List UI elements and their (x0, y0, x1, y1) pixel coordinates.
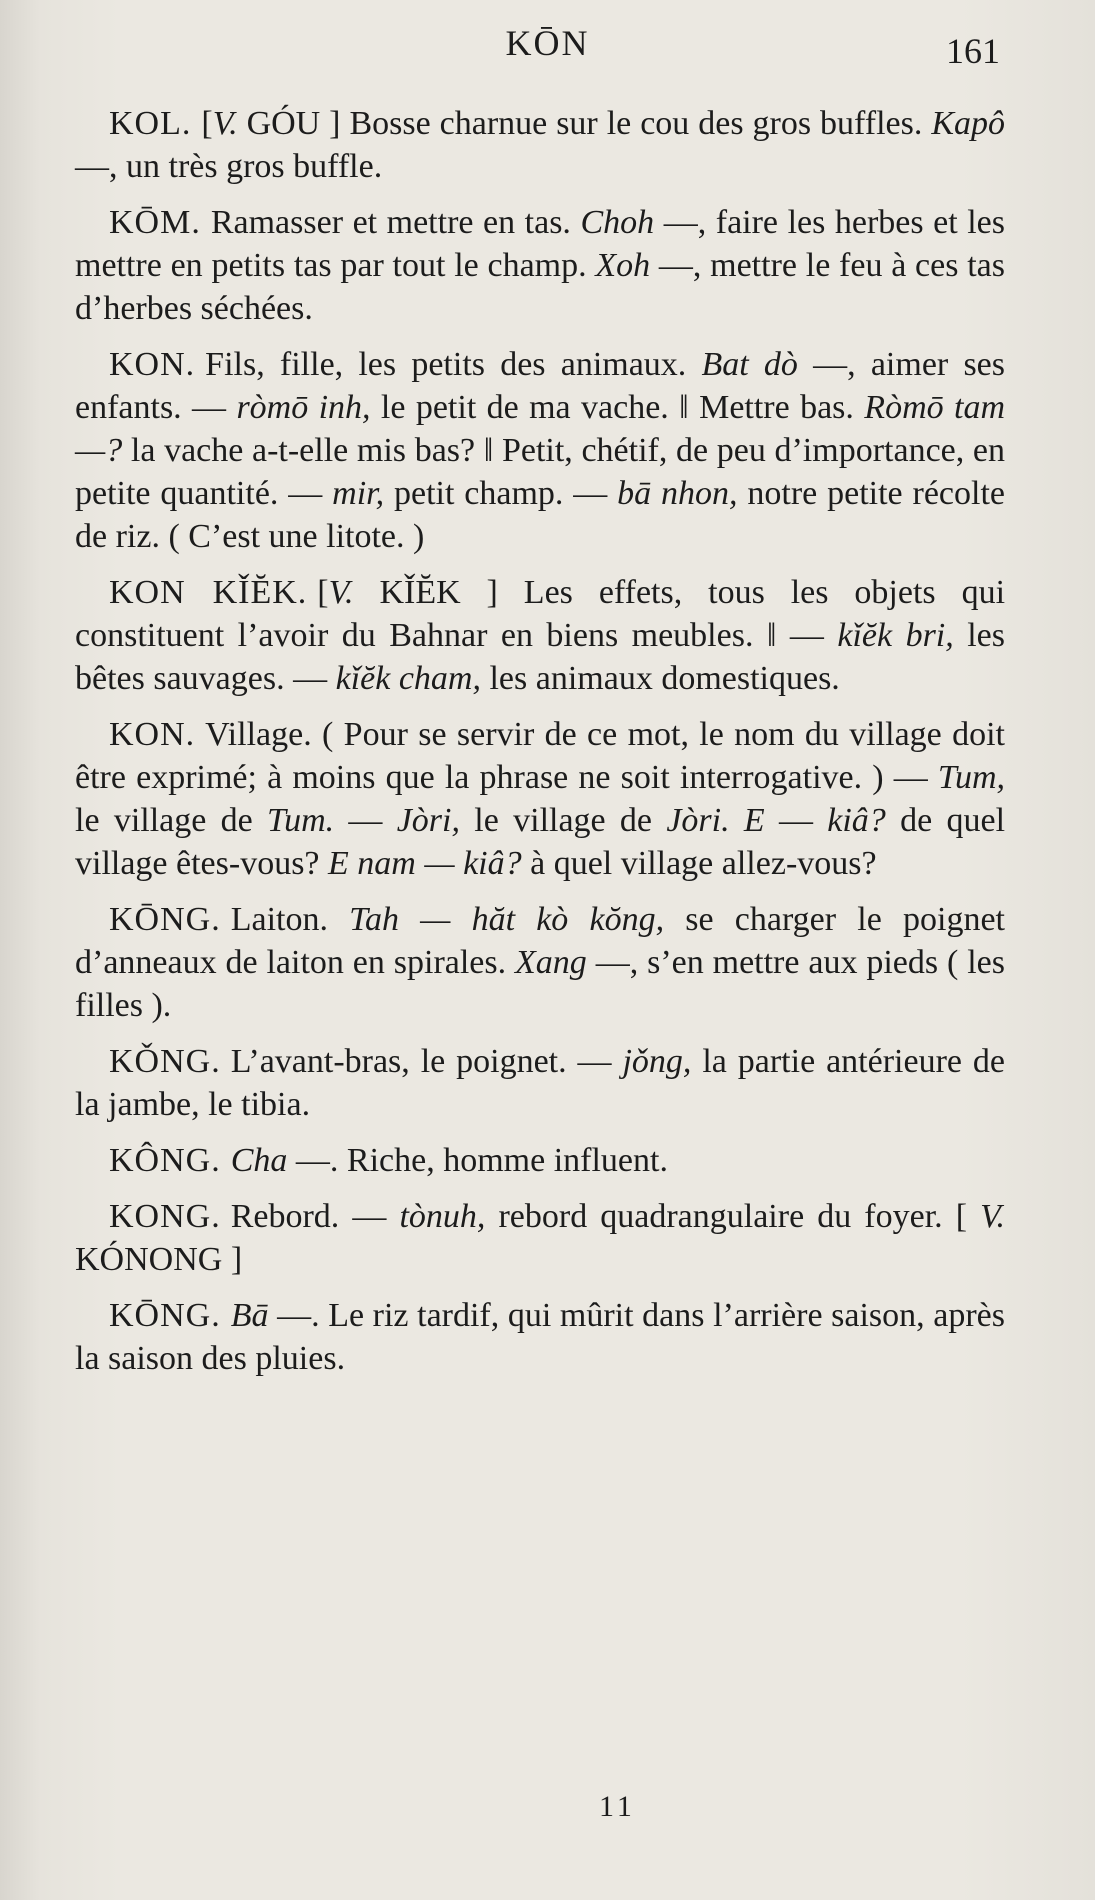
entry-definition-text: se charger le poignet d’anneaux de laiton en spirales. (75, 901, 1005, 981)
entry-example-italic: Choh (580, 204, 655, 241)
entry-example-italic: V. (980, 1198, 1006, 1235)
entry-headword: KǑNG. (109, 1043, 221, 1080)
entry-definition-text: le petit de ma vache. ‖ Mettre bas. (370, 389, 865, 426)
entry-definition-text: notre petite récolte de riz. ( C’est une litote. ) (75, 475, 1006, 555)
entry-definition-text: —, un très gros buffle. (75, 148, 383, 185)
entry-example-italic: Jòri, (396, 802, 460, 839)
entry-definition-text: rebord quadrangulaire du foyer. [ (485, 1198, 981, 1235)
entry-example-italic: Kapô (931, 105, 1005, 142)
entry-example-italic: Jòri. E (666, 802, 765, 839)
entry-example-italic: Bat dò (701, 346, 798, 383)
dictionary-entry (75, 898, 1005, 1027)
entry-example-italic: E nam — kiâ? (328, 845, 522, 882)
entry-definition-text: Ramasser et mettre en tas. (210, 204, 581, 241)
entry-example-italic: Ròmō tam —? (75, 389, 1005, 469)
entry-definition-text: —, s’en mettre aux pieds ( les filles ). (75, 944, 1005, 1024)
entry-example-italic: Tum. (267, 802, 335, 839)
entry-definition-text: L’avant-bras, le poignet. — (230, 1043, 623, 1080)
entry-headword: KŌM. (109, 204, 201, 241)
entry-definition-text: Fils, fille, les petits des animaux. (205, 346, 702, 383)
entry-example-italic: Tah — hăt kò kŏng, (349, 901, 665, 938)
entry-definition-text: —. Riche, homme influent. (287, 1142, 668, 1179)
running-head: KŌN (505, 23, 590, 63)
dictionary-entry (75, 571, 1005, 700)
entry-definition-text: petit champ. — (384, 475, 618, 512)
entry-definition-text: GÓU ] Bosse charnue sur le cou des gros buffles. (237, 105, 932, 142)
signature-mark: 11 (599, 1790, 636, 1823)
entries-list (75, 102, 1005, 1393)
entry-example-italic: kǐĕk cham, (335, 660, 481, 697)
entry-example-italic: jǒng, (622, 1043, 692, 1080)
entry-headword: KON. (109, 716, 196, 753)
entry-definition-text: KǏĔK ] Les effets, tous les objets qui constituent l’avoir du Bahnar en biens meubles. ‖ — (75, 574, 1006, 654)
dictionary-entry (75, 102, 1005, 188)
entry-definition-text: les bêtes sauvages. — (75, 617, 1005, 697)
entry-definition-text: [ (317, 574, 329, 611)
entry-headword: KÔNG. (109, 1142, 221, 1179)
dictionary-entry (75, 343, 1005, 558)
entry-definition-text: — (764, 802, 828, 839)
entry-example-italic: Xoh (595, 247, 651, 284)
dictionary-entry (75, 713, 1005, 885)
entry-example-italic: Xang (515, 944, 587, 981)
entry-definition-text: —, faire les herbes et les mettre en petits tas par tout le champ. (75, 204, 1006, 284)
page-number: 161 (946, 31, 1000, 71)
dictionary-entry (75, 201, 1005, 330)
dictionary-entry (75, 1195, 1005, 1281)
entry-definition-text: la vache a-t-elle mis bas? ‖ Petit, chétif, de peu d’importance, en petite quantité. — (75, 432, 1005, 512)
entry-definition-text: —. Le riz tardif, qui mûrit dans l’arrière saison, après la saison des pluies. (75, 1297, 1005, 1377)
entry-definition-text: le village de (75, 802, 268, 839)
entry-definition-text: le village de (460, 802, 667, 839)
entry-example-italic: kǐĕk bri, (837, 617, 954, 654)
entry-example-italic: mir, (332, 475, 385, 512)
entry-definition-text: [ (201, 105, 213, 142)
entry-headword: KONG. (109, 1198, 221, 1235)
entry-definition-text: à quel village allez-vous? (521, 845, 877, 882)
entry-definition-text: — (334, 802, 397, 839)
entry-example-italic: V. (212, 105, 238, 142)
entry-example-italic: ròmō inh, (236, 389, 371, 426)
entry-definition-text: de quel village êtes-vous? (75, 802, 1006, 882)
dictionary-entry (75, 1040, 1005, 1126)
entry-definition-text: les animaux domestiques. (480, 660, 840, 697)
entry-example-italic: kiâ? (827, 802, 886, 839)
dictionary-entry (75, 1294, 1005, 1380)
entry-headword: KŌNG. (109, 1297, 221, 1334)
page-header (0, 18, 1095, 78)
entry-definition-text: —, mettre le feu à ces tas d’herbes séchées. (75, 247, 1005, 327)
entry-definition-text: KÓNONG ] (75, 1241, 243, 1278)
entry-definition-text: Rebord. — (230, 1198, 400, 1235)
entry-definition-text: la partie antérieure de la jambe, le tibia. (75, 1043, 1005, 1123)
entry-example-italic: bā nhon, (617, 475, 738, 512)
entry-headword: KOL. (109, 105, 192, 142)
entry-example-italic: Tum, (937, 759, 1005, 796)
entry-headword: KON KǏĔK. (109, 574, 308, 611)
entry-example-italic: Bā (230, 1297, 269, 1334)
entry-headword: KON. (109, 346, 196, 383)
entry-example-italic: V. (328, 574, 354, 611)
entry-headword: KŌNG. (109, 901, 221, 938)
entry-definition-text: —, aimer ses enfants. — (75, 346, 1005, 426)
entry-example-italic: Cha (230, 1142, 288, 1179)
entry-definition-text: Village. ( Pour se servir de ce mot, le nom du village doit être exprimé; à moins que la phrase ne soit interrogative. ) — (75, 716, 1005, 796)
entry-definition-text: Laiton. (230, 901, 350, 938)
entry-example-italic: tònuh, (399, 1198, 486, 1235)
dictionary-entry (75, 1139, 1005, 1182)
